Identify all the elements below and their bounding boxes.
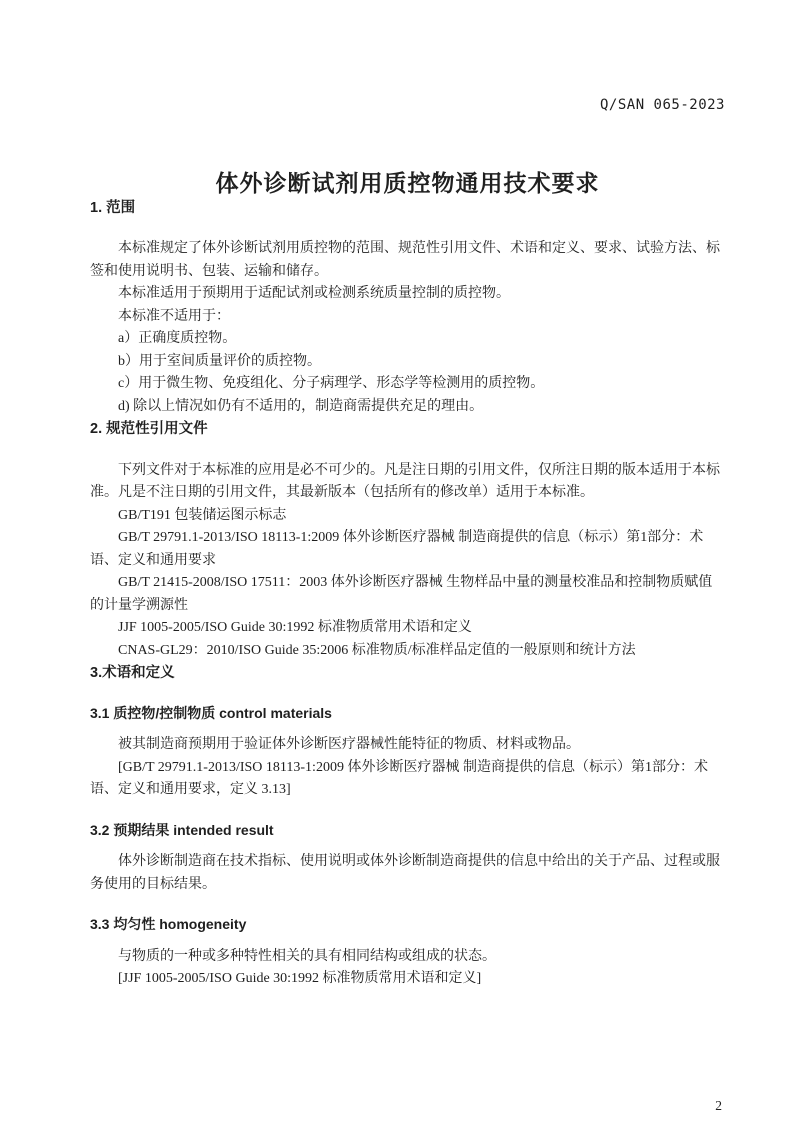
- doc-code: Q/SAN 065-2023: [599, 97, 725, 113]
- term-3-2: [90, 819, 725, 897]
- section-3-heading: 3.术语和定义: [90, 665, 175, 681]
- term-3-2-heading: 3.2 预期结果 intended result: [90, 821, 274, 838]
- normative-references: [90, 505, 725, 663]
- page-number: 2: [715, 1098, 722, 1113]
- term-3-3-source: [JJF 1005-2005/ISO Guide 30:1992 标准物质常用术语和定义]: [118, 971, 482, 986]
- list-item-d: d) 除以上情况如仍有不适用的，制造商需提供充足的理由。: [118, 398, 484, 414]
- term-3-3-heading: 3.3 均匀性 homogeneity: [90, 916, 247, 932]
- term-3-1: [90, 702, 725, 802]
- term-3-2-definition: 体外诊断制造商在技术指标、使用说明或体外诊断制造商提供的信息中给出的关于产品、过程或服务使用的目标结果。: [90, 854, 720, 892]
- reference-item: GB/T 29791.1-2013/ISO 18113-1:2009 体外诊断医疗器械 制造商提供的信息（标示）第1部分：术语、定义和通用要求: [90, 530, 704, 568]
- page-title: 体外诊断试剂用质控物通用技术要求: [215, 169, 600, 196]
- section-1-heading: 1. 范围: [90, 199, 136, 216]
- section-1-paragraph: 本标准规定了体外诊断试剂用质控物的范围、规范性引用文件、术语和定义、要求、试验方法、标签和使用说明书、包装、运输和储存。: [90, 241, 720, 279]
- list-item-c: c）用于微生物、免疫组化、分子病理学、形态学等检测用的质控物。: [118, 376, 545, 391]
- reference-item: GB/T 21415-2008/ISO 17511：2003 体外诊断医疗器械 生物样品中量的测量校准品和控制物质赋值的计量学溯源性: [90, 575, 713, 613]
- section-1-list: [90, 328, 725, 418]
- term-3-1-definition: 被其制造商预期用于验证体外诊断医疗器械性能特征的物质、材料或物品。: [118, 737, 580, 752]
- section-2-paragraph: 下列文件对于本标准的应用是必不可少的。凡是注日期的引用文件，仅所注日期的版本适用于本标准。凡是不注日期的引用文件，其最新版本（包括所有的修改单）适用于本标准。: [90, 462, 720, 500]
- list-item-b: b）用于室间质量评价的质控物。: [118, 353, 321, 369]
- reference-item: JJF 1005-2005/ISO Guide 30:1992 标准物质常用术语和定义: [118, 620, 472, 635]
- term-3-1-heading: 3.1 质控物/控制物质 control materials: [90, 704, 332, 721]
- section-2-heading: 2. 规范性引用文件: [90, 421, 208, 437]
- term-3-1-source: [GB/T 29791.1-2013/ISO 18113-1:2009 体外诊断医疗器械 制造商提供的信息（标示）第1部分：术语、定义和通用要求，定义 3.13]: [90, 759, 708, 797]
- list-item-a: a）正确度质控物。: [118, 331, 237, 346]
- term-3-3: [90, 913, 725, 991]
- reference-item: CNAS-GL29：2010/ISO Guide 35:2006 标准物质/标准样品定值的一般原则和统计方法: [118, 642, 636, 658]
- reference-item: GB/T191 包装储运图示标志: [118, 507, 287, 523]
- section-1-paragraph: 本标准不适用于：: [118, 308, 230, 324]
- section-1-paragraph: 本标准适用于预期用于适配试剂或检测系统质量控制的质控物。: [118, 286, 510, 301]
- term-3-3-definition: 与物质的一种或多种特性相关的具有相同结构或组成的状态。: [118, 948, 496, 964]
